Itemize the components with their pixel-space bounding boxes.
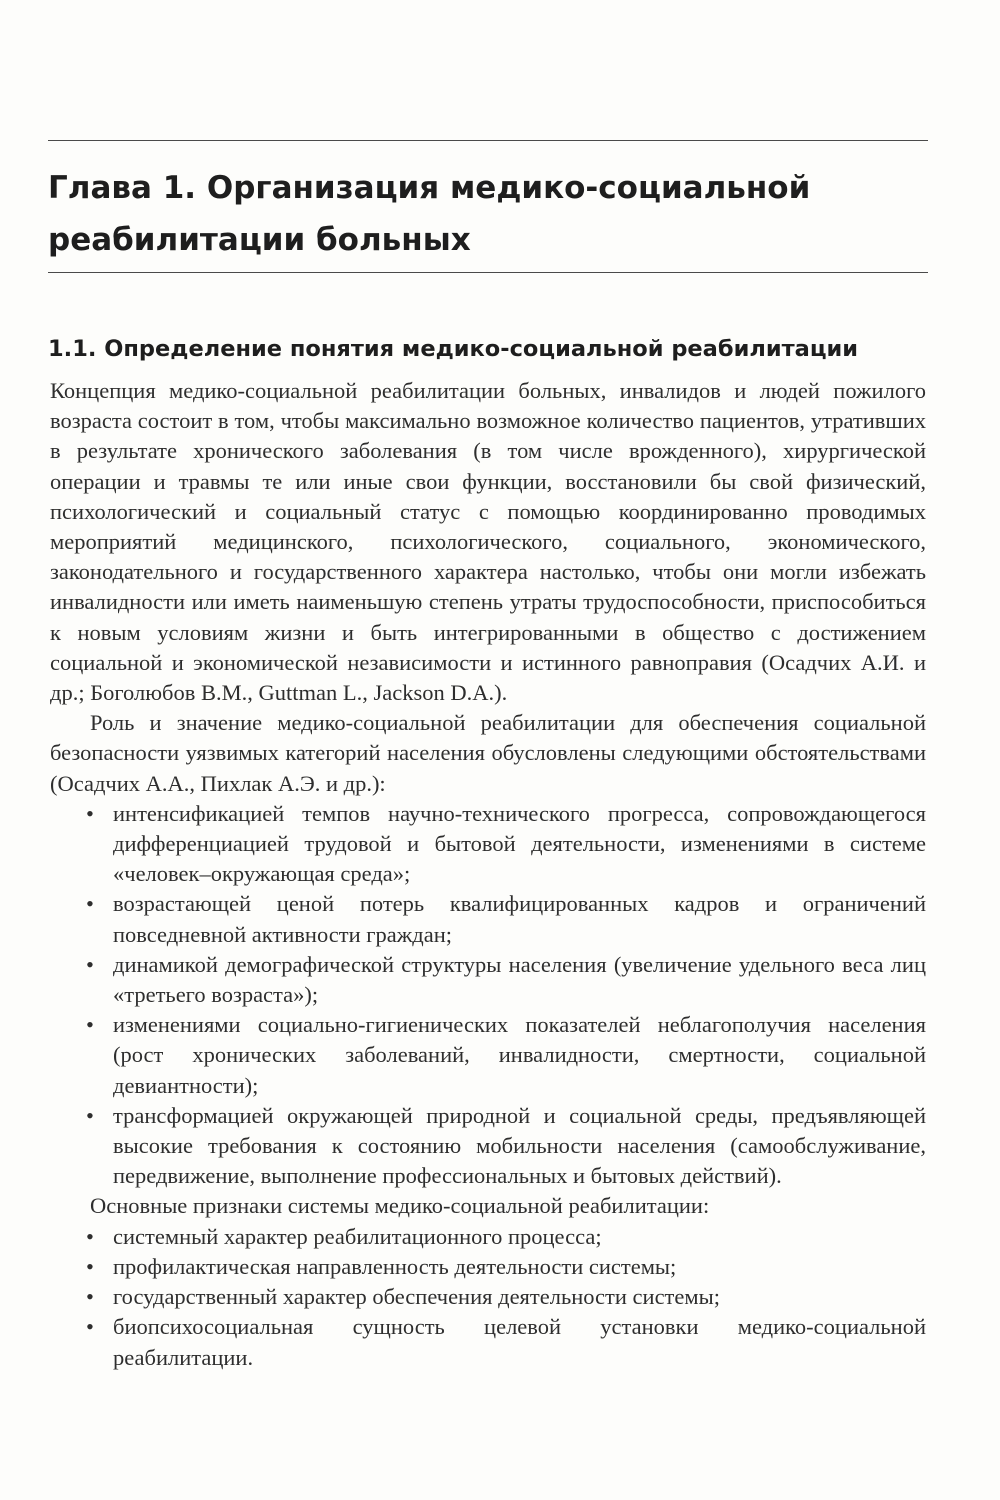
list-item-text: государственный характер обеспечения деятельности системы; — [113, 1284, 720, 1310]
circumstances-list — [50, 799, 926, 1192]
bullet-icon: • — [86, 1223, 94, 1249]
bullet-icon: • — [86, 800, 94, 826]
bullet-icon: • — [86, 951, 94, 977]
list-item-text: возрастающей ценой потерь квалифицированных кадров и ограничений повседневной активности граждан; — [113, 891, 926, 947]
list-item — [50, 799, 926, 890]
list-item-text: трансформацией окружающей природной и социальной среды, предъявляющей высокие требования к состоянию мобильности населения (самообслуживание, передвижение, выполнение профессиональных и бытовых действий). — [113, 1102, 926, 1189]
chapter-title: Глава 1. Организация медико-социальной реабилитации больных — [48, 170, 811, 258]
list-item — [50, 1010, 926, 1101]
list-item — [50, 1312, 926, 1372]
list-item — [50, 1252, 926, 1282]
bullet-icon: • — [86, 891, 94, 917]
bullet-icon: • — [86, 1284, 94, 1310]
list-item-text: изменениями социально-гигиенических показателей неблагополучия населения (рост хронических заболеваний, инвалидности, смертности, социальной девиантности); — [113, 1012, 926, 1098]
list-item — [50, 1282, 926, 1312]
bullet-icon: • — [86, 1102, 94, 1128]
list-item-text: динамикой демографической структуры населения (увеличение удельного веса лиц «третьего возраста»); — [113, 951, 926, 1008]
top-rule — [48, 140, 928, 141]
list-item — [50, 1101, 926, 1192]
list-item-text: биопсихосоциальная сущность целевой установки медико-социальной реабилитации. — [113, 1314, 926, 1370]
paragraph-role: Роль и значение медико-социальной реабилитации для обеспечения социальной безопасности уязвимых категорий населения обусловлены следующими обстоятельствами (Осадчих А.А., Пихлак А.Э. и др.): — [50, 710, 926, 796]
list-item — [50, 889, 926, 949]
bottom-rule — [48, 272, 928, 273]
paragraph-features: Основные признаки системы медико-социальной реабилитации: — [90, 1193, 710, 1219]
bullet-icon: • — [86, 1253, 94, 1279]
section-title: 1.1. Определение понятия медико-социальной реабилитации — [48, 336, 859, 362]
bullet-icon: • — [86, 1314, 94, 1340]
features-list — [50, 1222, 926, 1373]
list-item — [50, 1222, 926, 1252]
list-item — [50, 950, 926, 1010]
list-item-text: интенсификацией темпов научно-технического прогресса, сопровождающегося дифференциацией трудовой и бытовой деятельности, изменениями в системе «человек–окружающая среда»; — [113, 800, 926, 887]
bullet-icon: • — [86, 1012, 94, 1038]
list-item-text: системный характер реабилитационного процесса; — [113, 1223, 602, 1249]
list-item-text: профилактическая направленность деятельности системы; — [113, 1253, 677, 1279]
body-text — [50, 376, 926, 1373]
paragraph-concept: Концепция медико-социальной реабилитации больных, инвалидов и людей пожилого возраста состоит в том, чтобы максимально возможное количество пациентов, утративших в результате хронического заболевания (в том числе врожденного), хирургической операции и травмы те или иные свои функции, восстановили бы свой физический, психологический и социальный статус с помощью координированно проводимых мероприятий медицинского, психологического, социального, экономического, законодательного и государственного характера настолько, чтобы они могли избежать инвалидности или иметь наименьшую степень утраты трудоспособности, приспособиться к новым условиям жизни и быть интегрированными в общество с достижением социальной и экономической независимости и истинного равноправия (Осадчих А.И. и др.; Боголюбов В.М., Guttman L., Jackson D.A.). — [50, 378, 926, 706]
